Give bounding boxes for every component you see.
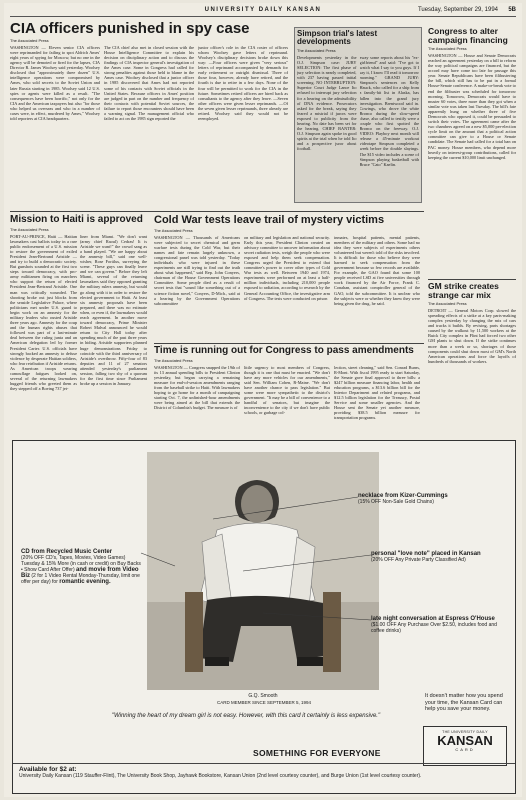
cia-story [10,21,290,211]
coldwar-story [154,215,424,340]
congress-time-headline: Time is running out for Congress to pass amendments [154,345,414,356]
cd-offer-text: (20% OFF CD's, Tapes, Movies, Video Games) Tuesday & 15% More (in cash or credit) on Buy Backs • Show Card After Offer) [21,555,141,573]
masthead [10,5,516,17]
coldwar-col-1: WASHINGTON — Thousands of Americans were subjected to secret chemical and germ warfare tests during the Cold War, but their names and fate remain largely unknown, a congressional panel was told yesterday. "Today individuals who were injured in these experiments are still trying to find out the truth about what happened," said Rep. John Conyers, chairman of the House Government Operations Committee. Some people died as a result of secret tests that "sound like something out of a science fiction novel," Conyers, D-Mich., said at a hearing by the Government Operations subcommittee [154,234,240,306]
haiti-col-2: liner from Miami. "We don't want (army chief Raoul) Cedras! It is Aristide we want!" the crowd sang as a band played. "We are happy about the amnesty bill," said one well-wisher, Rose Fortilus, surveying the scene. "These guys can finally leave and we can govern." Before they left Miami, several of the returning lawmakers said they opposed granting the military rulers amnesty, but would go along with it in order to restore the elected government to Haiti. At least six amnesty proposals have been prepared, and there was no estimate when, or even if, the lawmakers would reach agreement. In another move toward democracy, Prime Minister Robert Malval announced he would return to City Hall today after spending much of the past three years in hiding. Aristide supporters planned huge demonstrations Friday to coincide with the third anniversary of Aristide's overthrow. Fifty-four of 83 deputies and 11 of 27 senators attended yesterday's parliament session, falling two shy of a quorum for the first time since Parliament broke up a session in January. [80,233,147,387]
late-night-offer-text: ($1.00 OFF Any Purchase Over $2.50, includes food and coffee drinks) [371,622,497,634]
personal-offer-text: (20% OFF Any Private Party Classified Ad) [371,557,466,563]
cia-headline: CIA officers punished in spy case [10,20,250,37]
congress-finance-source: The Associated Press [428,45,467,51]
simpson-col-2: away some reports about his "ex-girlfriend" and said: "I've got to watch what I say to you guys. If I say it, I know I'll read it tomorrow morning." GRAND JURY: Simpson's sentences on Kelly Hauck, who called for a ship from a family-hit list in Alaska, has fallen into the grand jury investigation. Brentwood said in. Cowings, who drove the white Bronco during the slow-speed chase, also called to testify were a couple who first spotted the Bronco on the freeway. O.J. VIDEO: Playboy next month will release a 45-minute workout videotape Simpson completed a week before the double slayings. The $15 video includes a scene of Simpson playing basketball with Bruce "Cato" Kaelin. [359,54,419,167]
late-night-offer-title: late night conversation at Espress O'House [371,616,495,622]
congress-finance-story [428,27,516,275]
movie-offer-text: (2 for 1 Video Rental Monday-Thursday, limit one offer per day) for [21,573,140,585]
availability-label: Available for $2 at: [19,766,77,773]
page-number: 5B [508,7,516,13]
movie-offer-title: and movie from Video Biz [21,567,139,579]
kansan-card-advertisement [12,440,516,794]
haiti-source: The Associated Press [10,226,49,232]
divider [10,211,424,212]
testimonial-quote: "Winning the heart of my dream girl is not easy. However, with this card it certainly is less expensive." [111,713,381,719]
card-logo-top: THE UNIVERSITY DAILY [442,730,488,734]
gm-headline: GM strike creates strange car mix [428,281,499,300]
masthead-date: Tuesday, September 29, 1994 [417,7,498,13]
card-logo-main: KANSAN [437,733,493,748]
gm-text: DETROIT — General Motors Corp. slowed the spreading effects of a strike at a key parts-making complex yesterday by changing the mix of cars and trucks it builds. By revising, parts shortages caused by the walkout by 11,500 workers at the Buick City complex in Flint had forced two other GM plants to shut down. If the strike continues more than a week or so, shortages of those components could shut down most of GM's North American operations and force the layoffs of hundreds of thousands of workers. [428,307,516,364]
movie-offer-end: romantic evening. [59,579,111,585]
simpson-col-1: Developments yesterday in the O.J. Simpson case: JURY SELECTION: The first phase of jury selection is nearly completed, with 237 having passed initial screening. NO INTERRUPTION: Superior Court Judge Lance Ito refused to interrupt jury selection for a hearing on the admissibility of DNA evidence. Prosecutors asked for the break, saying they feared a mistrial if jurors were exposed to publicity from the hearing. No date has been set for the hearing. CHIEF BANTER: O.J. Simpson again spoke in good spirits at the trial when he told Ito and a prospective juror about football. [297,54,357,152]
masthead-title: UNIVERSITY DAILY KANSAN [204,7,322,13]
newspaper-page [4,3,522,797]
kansan-card-logo [423,726,507,766]
haiti-headline: Mission to Haiti is approved [10,214,143,225]
necklace-offer-text: (15% OFF Non-Sale Gold Chains) [358,499,434,505]
simpson-source: The Associated Press [297,47,336,53]
personal-offer-title: personal "love note" placed in Kansan [371,551,481,557]
card-logo-sub: CARD [455,747,475,752]
member-since: CARD MEMBER SINCE SEPTEMBER 5, 1994 [216,700,312,705]
availability-locations: University Daily Kansan (119 Stauffer-Flint), The University Book Shop, Jayhawk Bookstore, Kansan Union (2nd level courtesy counter), and Burge Union (1st level courtesy counter). [19,773,422,779]
cd-offer-title: CD from Recycled Music Center [21,549,113,555]
member-name: G.Q. Smooth [248,693,278,699]
congress-time-col-3: lection, street cleaning," said Sen. Conrad Burns, R-Mont. With fiscal 1995 ready to start Saturday, the Senate gave final approval to three bills: a $247 billion measure financing labor, health and education programs, a $13.6 billion bill for the Interior Department and related programs, and $12.5 billion legislation for the Treasury, Postal Service and some smaller agencies. And the House sent the Senate yet another measure, providing $38.5 billion measure for transportation programs. [334,364,420,421]
cia-col-3: junior officer's role in the CIA roster of officers whom Woolsey gave letters of reprimand. Woolsey's disciplinary decisions broke down this way: —Four officers were given "very serious" letters of reprimand accompanied by demands for early retirement or outright dismissal. Three of those four, however, already have retired, and the fourth is due to retire in a few days. None of the four will be permitted to work for the CIA in the future. Sometimes retired officers are hired back as consultants to the agency after they leave. —Seven other officers were given lesser reprimands. —Of the seven given lesser reprimands, three already are retired. Woolsey said they would not be reemployed. [198,44,288,122]
coldwar-source: The Associated Press [154,227,193,233]
necklace-offer-title: necklace from Kizer-Cummings [358,493,448,499]
promo-text: It doesn't matter how you spend your time, the Kansan Card can help you save your money. [425,693,503,712]
congress-time-col-2: little urgency to most members of Congress, though it is one that must be enacted. "We don't have any more vehicles for our amendments," said Sen. William Cohen, R-Maine. "We don't have another chance to pass legislation." But some were more sympathetic to the district's government. "It may be a bill of convenience to a handful of senators, but imagine the inconvenience to the city if we don't have public schools, or garbage col- [244,364,330,416]
congress-finance-headline: Congress to alter campaign financing [428,26,508,45]
simpson-headline: Simpson trial's latest developments [297,29,378,47]
congress-time-source: The Associated Press [154,357,193,363]
haiti-col-1: PORT-AU-PRINCE, Haiti — Haitian lawmakers cast ballots today in a rare public endorsement of a U.S. mission to restore the government of exiled President Jean-Bertrand Aristide — and try to build a democratic society. But gunshots sounded at the first two steps toward democracy, with pro-army militiamen firing on marchers who support the return of elected President Jean-Bertrand Aristide. One man was critically wounded. The shooting broke out just blocks from the seaside Legislative Palace, where politicians met under U.S. guard to begin work on an amnesty for the military leaders who ousted Aristide three years ago. Amnesty for the coup and the human rights abuses that followed was part of a last-minute deal between the ruling junta and an American delegation led by former President Carter. U.S. officials have strongly backed an amnesty to defuse violence by desperate Haitian soldiers, who fear retribution if Aristide returns. As American troops wearing camouflage fatigues looked on, several of the returning lawmakers hugged friends who greeted them as they stepped off a Boeing 737 jet- [10,233,77,392]
coldwar-headline: Cold War tests leave trail of mystery victims [154,214,385,226]
gm-source: The Associated Press [428,300,467,306]
ad-slogan: SOMETHING FOR EVERYONE [253,748,381,758]
cia-col-2: The CIA chief also met in closed session with the House Intelligence Committee to explain his decision on disciplinary action and to discuss the findings of CIA inspector general's investigation of the Ames case. Some in Congress had called for strong penalties against those held to blame in the Ames case. Woolsey disclosed that a junior officer in 1985 discovered that Ames had not reported some of his contacts with Soviet officials in the United States. Because officers in Ames' position are judged in part on the number and frequency of their contacts with potential Soviet sources, the failure to report those encounters should have been a warning signal. The management official who failed to act on the 1985 sign reported the [104,44,194,122]
congress-time-story [154,343,424,440]
ad-divider [13,763,515,764]
congress-time-col-1: WASHINGTON — Congress snapped the 19th of its 13 annual spending bills to President Clinton yesterday, but began carrying a remaining measure for end-of-session amendments ranging from the baseball strike to Haiti. With lawmakers hoping to go home for a month of campaigning starting Oct. 7, the unfinished-hour amendments were being aimed at the bill that extends the District of Columbia's budget. The measure is of [154,364,240,411]
coldwar-col-2: on military and legislation and national security. Early this year, President Clinton created an advisory committee to uncover information about secret radiation tests, weigh the people who were exposed and help them seek compensation. Congress urged the President to extend that committee's power to cover other types of Cold War tests as well. Between 1940 and 1974, experiments were performed on at least a half-million individuals, including 210,000 people exposed to radiation, according to research by the General Accounting Office, the investigative arm of Congress. The tests were conducted on prison [244,234,330,301]
haiti-story [10,215,150,435]
availability [19,767,509,779]
simpson-box [294,27,422,203]
cia-col-1: WASHINGTON — Eleven senior CIA officers were reprimanded for failing to spot Aldrich Ames' eight years of spying for Moscow, but no one in the agency will be demoted or fired for the lapses, CIA Director R. James Woolsey said yesterday. Woolsey disclosed that "approximately three dozen" U.S. intelligence operations were compromised by Ames, who sold secrets to the Soviet Union and later Russia starting in 1985. Woolsey said 12 U.S. spies or agents were killed as a result. "The consequences have been horrific," not only for the CIA and the American taxpayers but also "for those who helped us overseas and who in a number of cases were, in effect, murdered by Ames," Woolsey told reporters at CIA headquarters. [10,44,100,122]
gm-story [428,279,516,438]
congress-finance-text: WASHINGTON — House and Senate Democrats reached an agreement yesterday on a bill to reform the way political campaigns are financed, but the accord may have come too late for passage this year. Senate Republicans have been filibustering the bill, which still has to be put in a formal House-Senate conference. A make-or-break vote to end the filibuster was scheduled for tomorrow morning. Tomorrow, Democrats would have to muster 60 votes, three more than they got when a similar vote was taken last Tuesday. The bill's fate apparently hung on whether three of five Democrats who opposed it, could be persuaded to switch their votes. The agreement came after the two chambers agreed on a new $5,000 per-election cycle limit on the amount that a political action committee can give to a House or Senate candidate. The Senate had called for a total ban on PAC money. House members, who depend more heavily on interest-group contributions, called for keeping the current $10,000 limit unchanged. [428,52,516,160]
cia-source: The Associated Press [10,37,49,43]
coldwar-col-3: inmates, hospital patients, mental patients, members of the military and others. Some had no idea they were subjects of experiments others volunteered but weren't told of the risks involved. It is difficult for those who believe they were harmed to seek compensation from the government because so few records are available. For example, the GAO found that some 100 people received LSD at five universities through work financed by the Air Force, Frank C. Conahan, assistant comptroller general of the GAO, told the subcommittee. It is unclear who the subjects were or whether they knew they were being given the drug, he said. [334,234,420,306]
